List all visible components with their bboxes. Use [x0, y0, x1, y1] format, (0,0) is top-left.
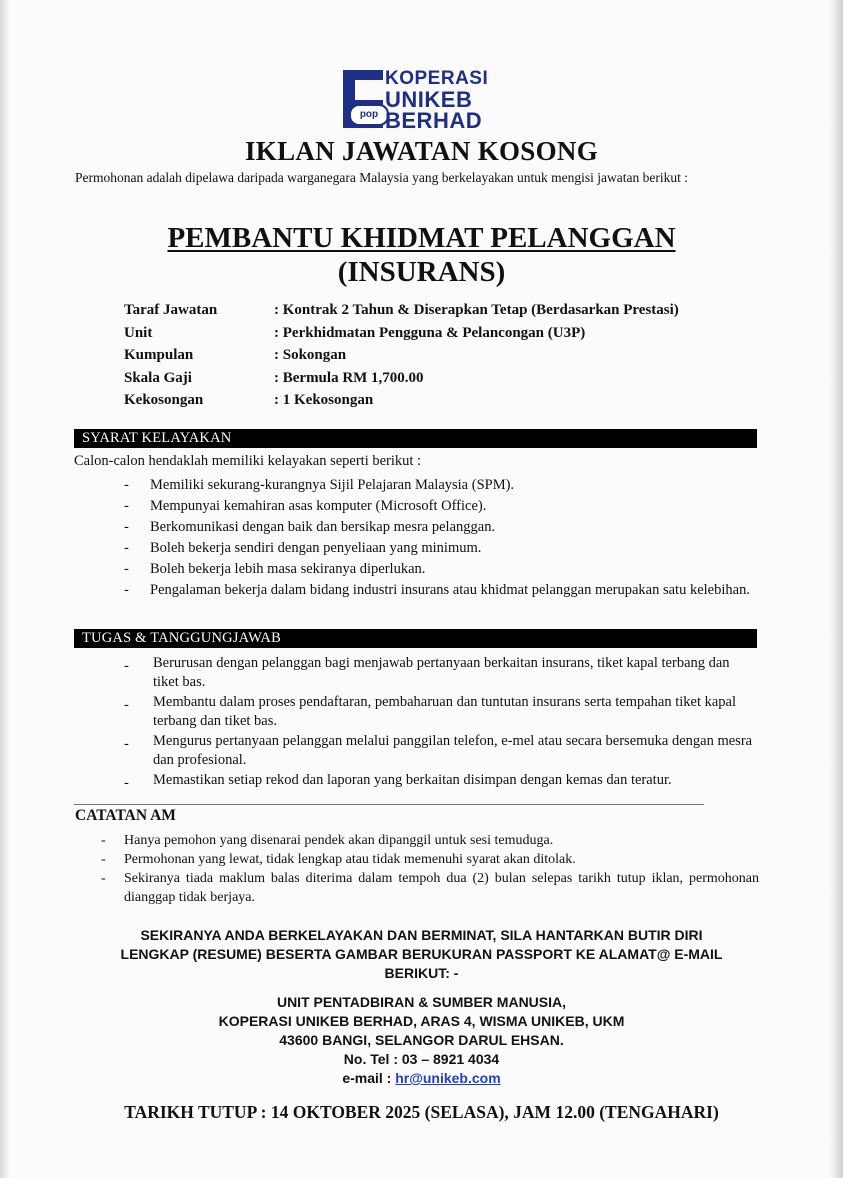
- section-heading-syarat: SYARAT KELAYAKAN: [74, 429, 757, 448]
- list-item: - Permohonan yang lewat, tidak lengkap atau tidak memenuhi syarat akan ditolak.: [101, 852, 576, 867]
- email-link[interactable]: hr@unikeb.com: [395, 1070, 501, 1086]
- koperasi-unikeb-logo: [343, 68, 499, 133]
- intro-text: Permohonan adalah dipelawa daripada warganegara Malaysia yang berkelayakan untuk mengisi jawatan berikut :: [75, 170, 689, 185]
- list-item: - Mempunyai kemahiran asas komputer (Microsoft Office).: [124, 498, 487, 514]
- list-item: - Membantu dalam proses pendaftaran, pembaharuan dan tuntutan insurans serta tempahan tiket kapal terbang dan tiket bas.: [124, 694, 737, 729]
- list-item: - Berurusan dengan pelanggan bagi menjawab pertanyaan berkaitan insurans, tiket kapal terbang dan tiket bas.: [124, 655, 730, 690]
- logo-seal: pop: [349, 104, 389, 126]
- divider-line: [74, 804, 704, 805]
- logo-text-berhad: BERHAD: [385, 108, 483, 133]
- list-item: - Sekiranya tiada maklum balas diterima dalam tempoh dua (2) bulan selepas tarikh tutup iklan, permohonan dianggap tidak berjaya.: [101, 871, 759, 905]
- list-item: - Hanya pemohon yang disenarai pendek akan dipanggil untuk sesi temuduga.: [101, 833, 554, 848]
- closing-date: TARIKH TUTUP : 14 OKTOBER 2025 (SELASA), JAM 12.00 (TENGAHARI): [124, 1102, 719, 1122]
- apply-line: LENGKAP (RESUME) BESERTA GAMBAR BERUKURAN PASSPORT KE ALAMAT@ E-MAIL: [120, 946, 723, 962]
- list-item: - Boleh bekerja lebih masa sekiranya diperlukan.: [124, 561, 426, 577]
- apply-instructions: [0, 926, 843, 983]
- apply-line: SEKIRANYA ANDA BERKELAYAKAN DAN BERMINAT, SILA HANTARKAN BUTIR DIRI: [140, 927, 703, 943]
- list-item: - Mengurus pertanyaan pelanggan melalui panggilan telefon, e-mel atau secara bersemuka dengan mesra dan profesional.: [124, 733, 753, 768]
- list-item: - Pengalaman bekerja dalam bidang industri insurans atau khidmat pelanggan merupakan satu kelebihan.: [124, 582, 750, 598]
- catatan-list: [101, 831, 759, 907]
- detail-label: Kumpulan: [124, 347, 194, 363]
- address-line: UNIT PENTADBIRAN & SUMBER MANUSIA,: [276, 994, 567, 1010]
- syarat-list: [124, 475, 758, 601]
- phone-number: No. Tel : 03 – 8921 4034: [343, 1051, 500, 1067]
- detail-value: : Bermula RM 1,700.00: [274, 369, 424, 386]
- detail-label: Skala Gaji: [124, 369, 192, 386]
- contact-address: [0, 993, 843, 1088]
- detail-value: : Kontrak 2 Tahun & Diserapkan Tetap (Berdasarkan Prestasi): [274, 302, 679, 318]
- detail-label: Taraf Jawatan: [124, 302, 218, 318]
- detail-row: [124, 392, 764, 415]
- detail-row: [124, 347, 764, 370]
- list-item: - Memastikan setiap rekod dan laporan yang berkaitan disimpan dengan kemas dan teratur.: [124, 772, 672, 791]
- logo-text-unikeb: UNIKEB: [385, 87, 473, 112]
- detail-value: : Sokongan: [274, 347, 347, 363]
- job-subtitle: (INSURANS): [337, 256, 506, 288]
- logo-text-koperasi: KOPERASI: [385, 68, 489, 89]
- tugas-list: [124, 654, 756, 790]
- email-line: e-mail : hr@unikeb.com: [342, 1070, 501, 1086]
- address-line: 43600 BANGI, SELANGOR DARUL EHSAN.: [279, 1032, 564, 1048]
- detail-value: : 1 Kekosongan: [274, 392, 374, 408]
- syarat-lead-text: Calon-calon hendaklah memiliki kelayakan seperti berikut :: [74, 453, 422, 469]
- list-item: - Berkomunikasi dengan baik dan bersikap mesra pelanggan.: [124, 519, 496, 535]
- list-item: - Memiliki sekurang-kurangnya Sijil Pelajaran Malaysia (SPM).: [124, 477, 515, 493]
- page-title: IKLAN JAWATAN KOSONG: [244, 136, 599, 166]
- detail-row: [124, 370, 764, 393]
- section-heading-tugas: TUGAS & TANGGUNGJAWAB: [74, 629, 757, 648]
- job-title: PEMBANTU KHIDMAT PELANGGAN: [167, 222, 676, 254]
- address-line: KOPERASI UNIKEB BERHAD, ARAS 4, WISMA UNIKEB, UKM: [218, 1013, 625, 1029]
- job-details: [124, 302, 764, 415]
- list-item: - Boleh bekerja sendiri dengan penyeliaan yang minimum.: [124, 540, 482, 556]
- detail-value: : Perkhidmatan Pengguna & Pelancongan (U3P): [274, 324, 586, 341]
- detail-row: [124, 302, 764, 325]
- detail-row: [124, 325, 764, 348]
- detail-label: Kekosongan: [124, 392, 204, 408]
- section-heading-catatan: CATATAN AM: [75, 807, 176, 824]
- apply-line: BERIKUT: -: [384, 965, 459, 981]
- detail-label: Unit: [124, 324, 153, 341]
